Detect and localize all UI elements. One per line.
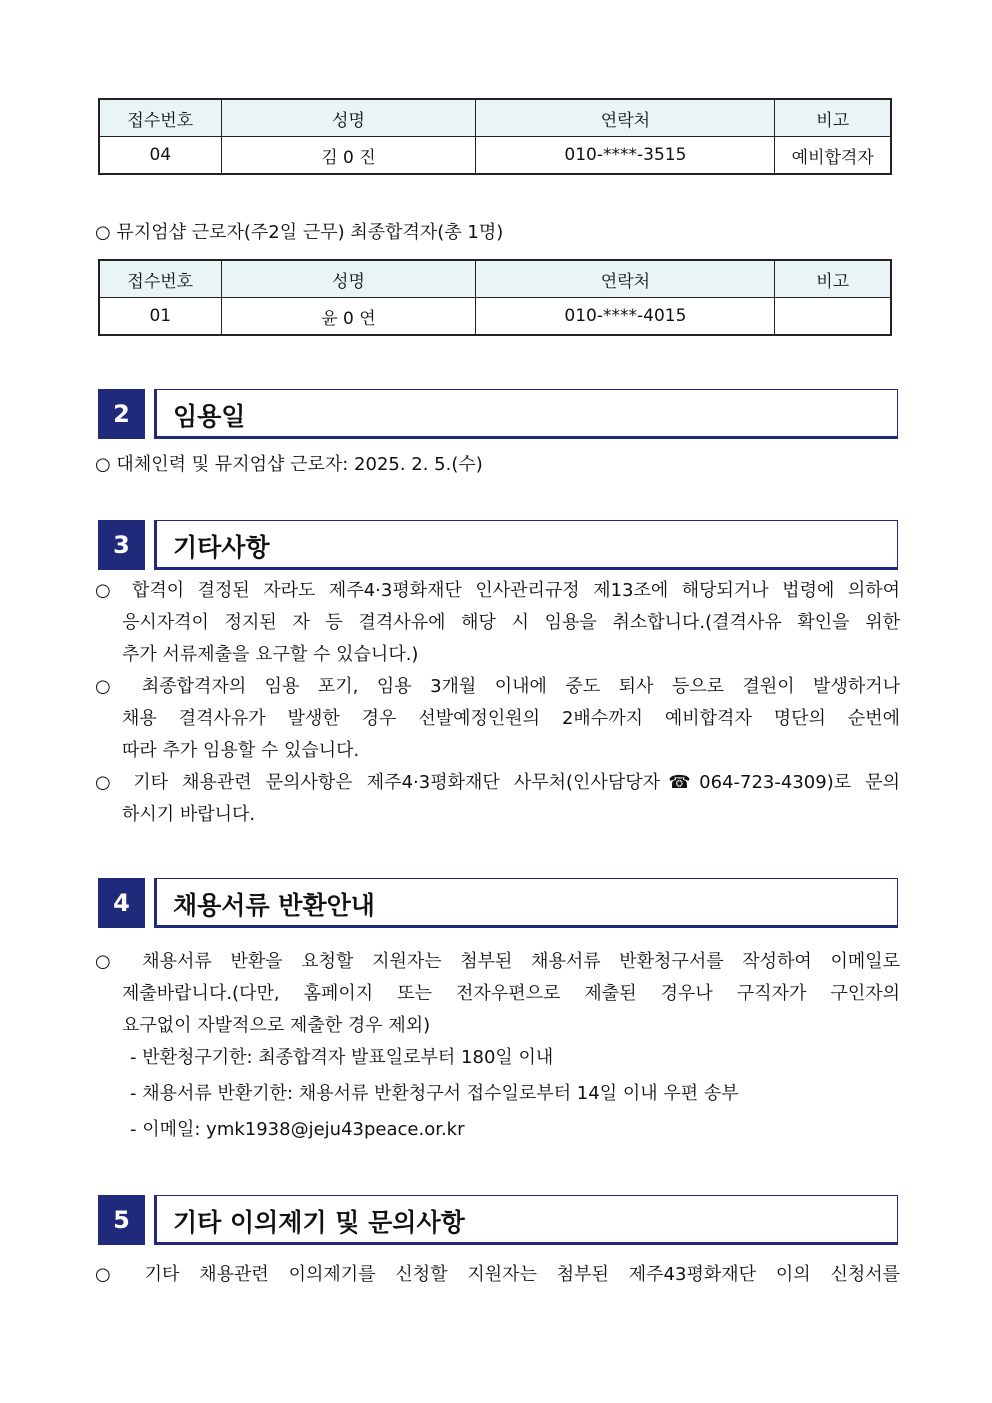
section-3-header	[98, 520, 898, 570]
list-item: - 채용서류 반환기한: 채용서류 반환청구서 접수일로부터 14일 이내 우편 송부	[130, 1083, 739, 1104]
section-title: 임용일	[173, 402, 246, 431]
paragraph-line: ○ 기타 채용관련 이의제기를 신청할 지원자는 첨부된 제주43평화재단 이의 신청서를	[95, 1264, 900, 1285]
section-number: 2	[98, 389, 145, 439]
section-title: 채용서류 반환안내	[173, 891, 375, 920]
section-number: 4	[98, 878, 145, 928]
paragraph-line: ○ 최종합격자의 임용 포기, 임용 3개월 이내에 중도 퇴사 등으로 결원이 발생하거나	[95, 676, 900, 697]
section-4-header	[98, 878, 898, 928]
paragraph-line: 추가 서류제출을 요구할 수 있습니다.)	[122, 644, 419, 665]
header-name: 성명	[221, 99, 476, 137]
table-row	[99, 137, 891, 175]
paragraph-line: ○ 기타 채용관련 문의사항은 제주4·3평화재단 사무처(인사담당자☎064-723-4309)로 문의	[95, 772, 900, 793]
header-note: 비고	[775, 99, 891, 137]
cell-receipt-no: 01	[99, 298, 221, 336]
cell-contact: 010-****-4015	[476, 298, 775, 336]
header-note: 비고	[775, 260, 891, 298]
paragraph-line: 요구없이 자발적으로 제출한 경우 제외)	[122, 1015, 431, 1036]
paragraph-line: 응시자격이 정지된 자 등 결격사유에 해당 시 임용을 취소합니다.(결격사유 확인을 위한	[122, 612, 900, 633]
cell-contact: 010-****-3515	[476, 137, 775, 175]
section-title: 기타사항	[173, 533, 270, 562]
museum-shop-heading: ○ 뮤지엄샵 근로자(주2일 근무) 최종합격자(총 1명)	[95, 222, 504, 243]
section-title: 기타 이의제기 및 문의사항	[173, 1208, 465, 1237]
header-receipt-no: 접수번호	[99, 99, 221, 137]
cell-name: 윤 0 연	[221, 298, 476, 336]
appointment-date-line: ○ 대체인력 및 뮤지엄샵 근로자: 2025. 2. 5.(수)	[95, 454, 483, 475]
paragraph-line: 제출바랍니다.(다만, 홈페이지 또는 전자우편으로 제출된 경우나 구직자가 구인자의	[122, 983, 900, 1004]
cell-receipt-no: 04	[99, 137, 221, 175]
header-contact: 연락처	[476, 99, 775, 137]
paragraph-line: 따라 추가 임용할 수 있습니다.	[122, 740, 360, 761]
section-2-header	[98, 389, 898, 439]
header-contact: 연락처	[476, 260, 775, 298]
header-receipt-no: 접수번호	[99, 260, 221, 298]
paragraph-line: 채용 결격사유가 발생한 경우 선발예정인원의 2배수까지 예비합격자 명단의 순번에	[122, 708, 900, 729]
cell-note	[775, 298, 891, 336]
paragraph-line: 하시기 바랍니다.	[122, 804, 256, 825]
paragraph-line: ○ 합격이 결정된 자라도 제주4·3평화재단 인사관리규정 제13조에 해당되거나 법령에 의하여	[95, 580, 900, 601]
cell-note: 예비합격자	[775, 137, 891, 175]
applicant-table-1	[98, 98, 892, 175]
section-5-header	[98, 1195, 898, 1245]
section-number: 5	[98, 1195, 145, 1245]
list-item: - 반환청구기한: 최종합격자 발표일로부터 180일 이내	[130, 1047, 554, 1068]
applicant-table-2	[98, 259, 892, 336]
header-name: 성명	[221, 260, 476, 298]
paragraph-line: ○ 채용서류 반환을 요청할 지원자는 첨부된 채용서류 반환청구서를 작성하여 이메일로	[95, 951, 900, 972]
list-item-email: - 이메일: ymk1938@jeju43peace.or.kr	[130, 1119, 465, 1140]
cell-name: 김 0 진	[221, 137, 476, 175]
section-number: 3	[98, 520, 145, 570]
table-row	[99, 298, 891, 336]
